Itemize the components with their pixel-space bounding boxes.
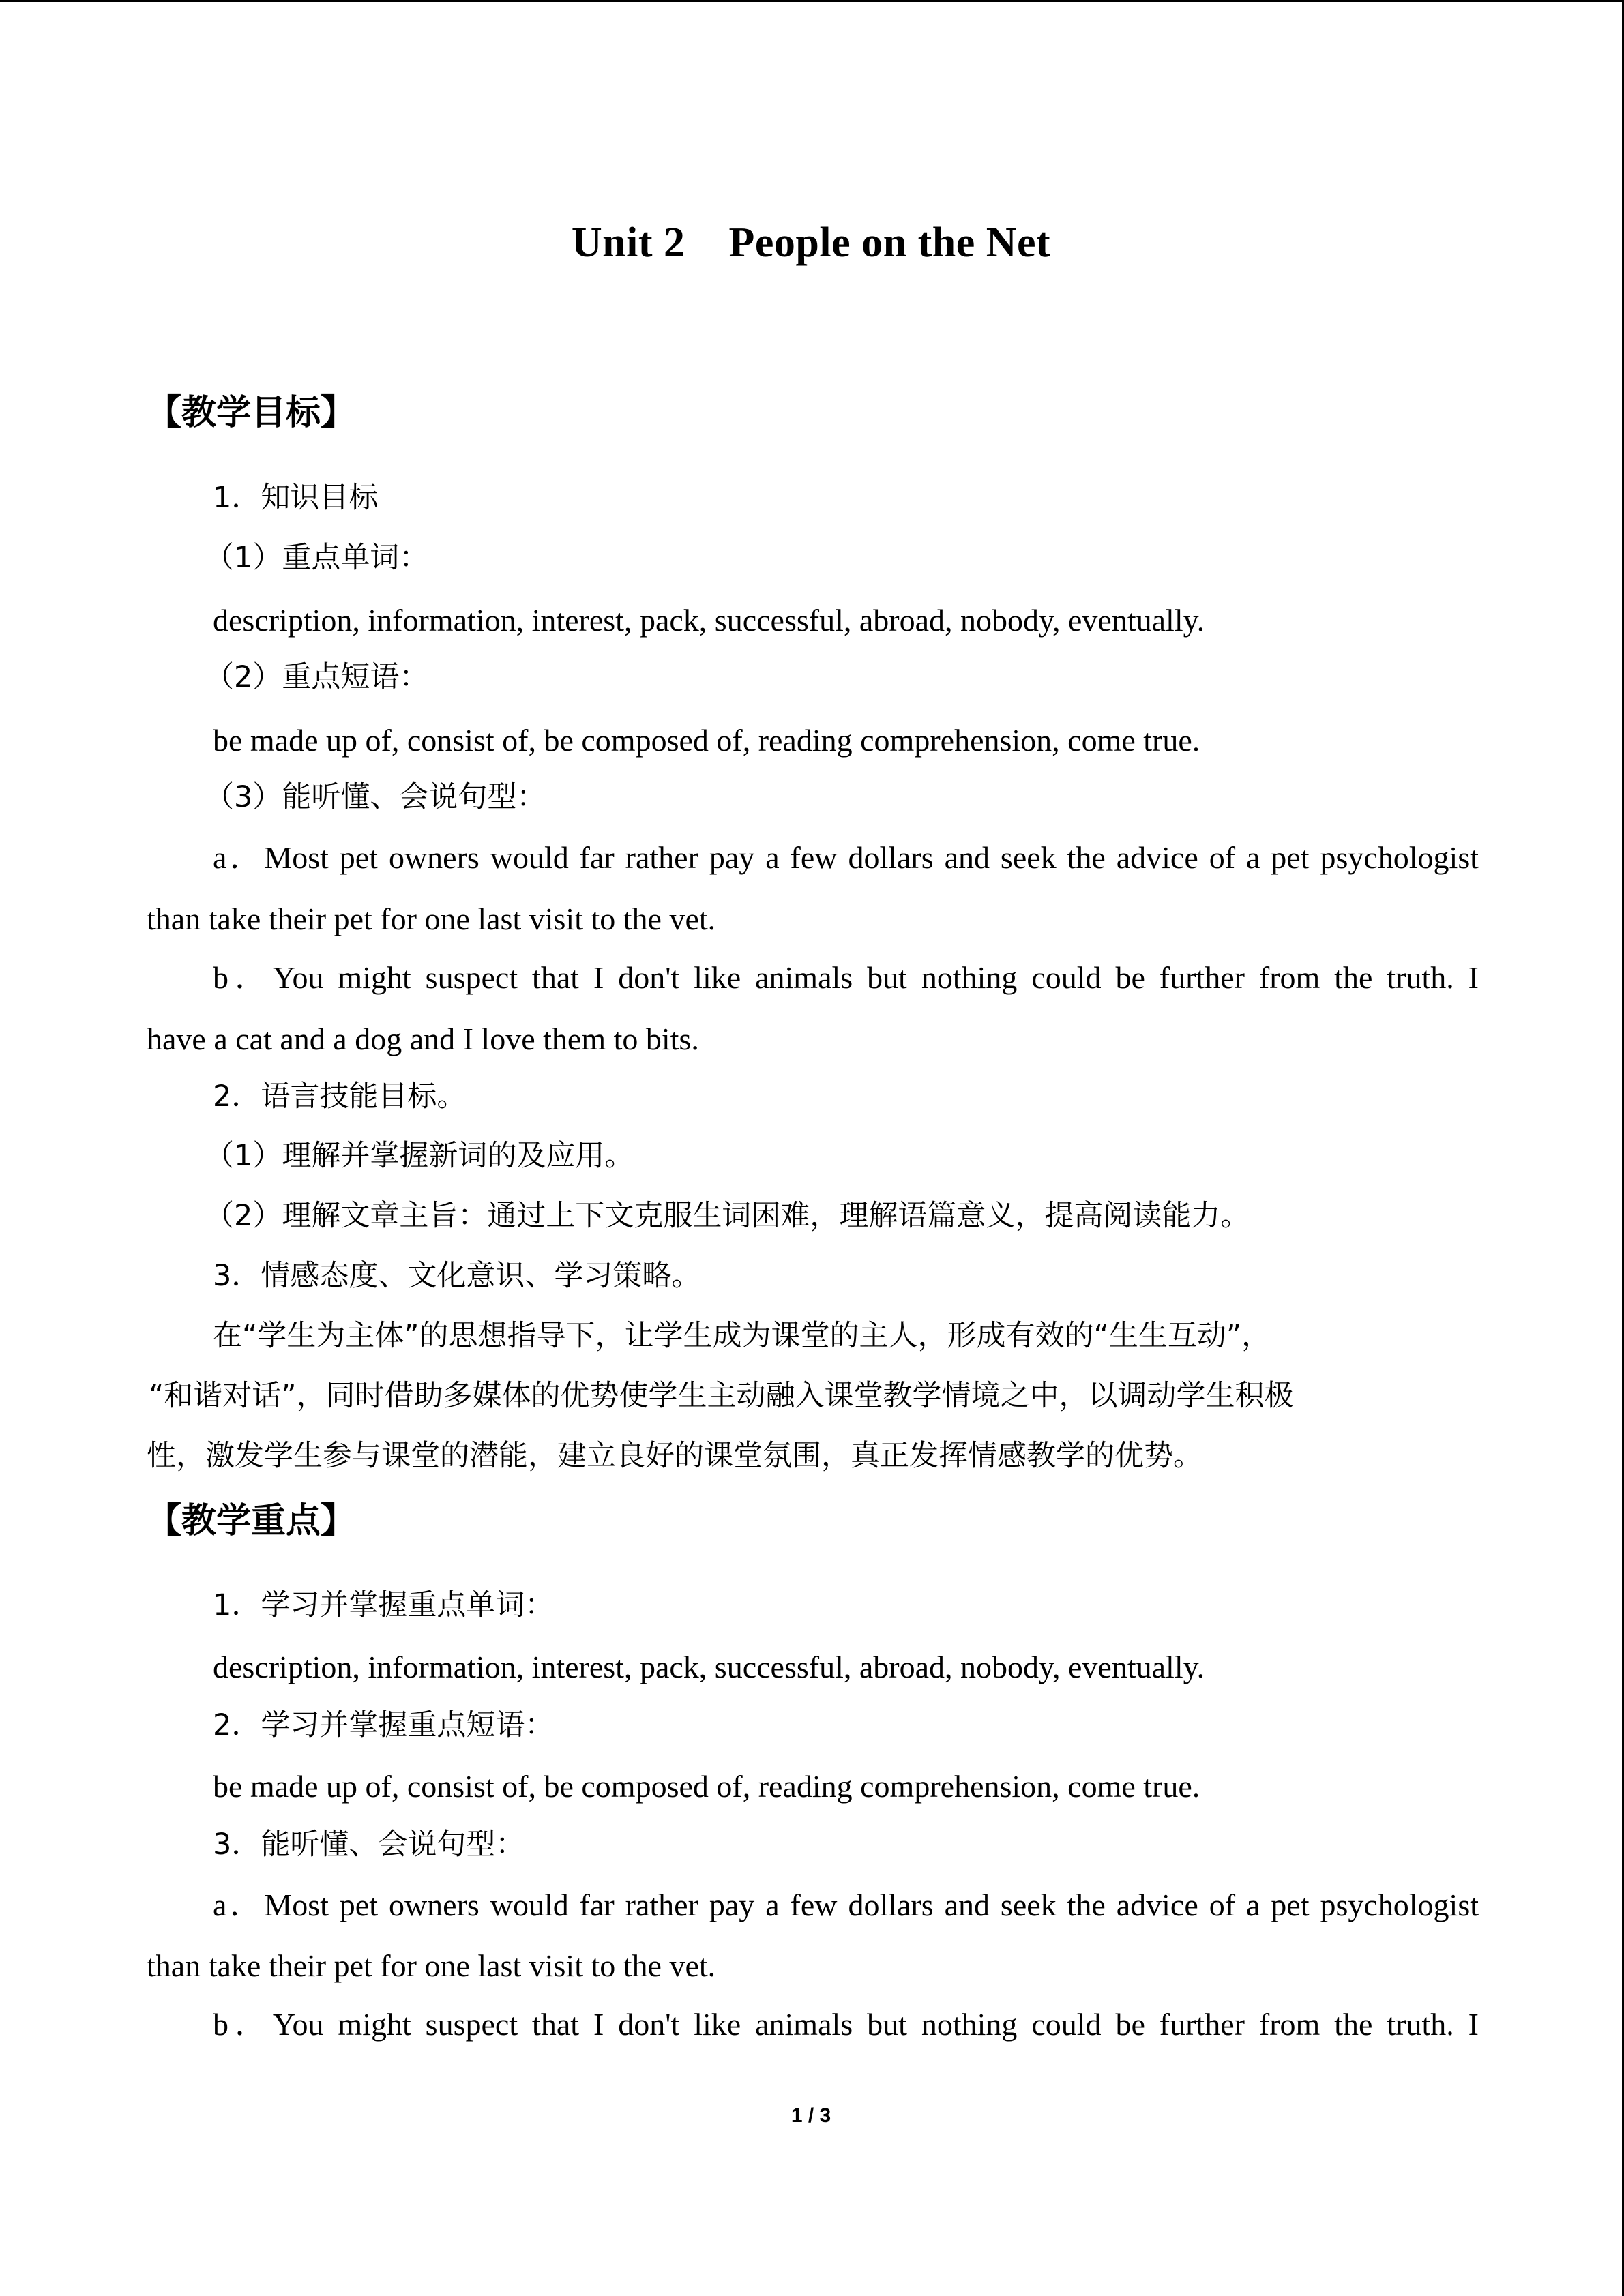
focus-item-key-words: 1．学习并掌握重点单词：: [213, 1588, 555, 1622]
focus-item-sentence-patterns: 3．能听懂、会说句型：: [213, 1828, 525, 1862]
focus-sentence-b-line-1: b．You might suspect that I don't like animals but nothing could be further from the truth. I: [213, 2007, 1479, 2042]
focus-key-words-list: description, information, interest, pack, successful, abroad, nobody, eventually.: [213, 1650, 1205, 1684]
key-words-list: description, information, interest, pack, successful, abroad, nobody, eventually.: [213, 603, 1205, 638]
focus-sentence-a-line-2: than take their pet for one last visit to the vet.: [147, 1948, 716, 1983]
sentence-b-line-1: b．You might suspect that I don't like animals but nothing could be further from the truth. I: [213, 960, 1479, 995]
objective-item-attitude: 3．情感态度、文化意识、学习策略。: [213, 1259, 701, 1293]
objective-sub-key-words: （1）重点单词：: [205, 541, 429, 575]
skill-item-2: （2）理解文章主旨：通过上下文克服生词困难，理解语篇意义，提高阅读能力。: [205, 1199, 1250, 1233]
focus-key-phrases-list: be made up of, consist of, be composed of, reading comprehension, come true.: [213, 1769, 1200, 1804]
sentence-a-line-2: than take their pet for one last visit to the vet.: [147, 901, 716, 936]
sentence-b-line-2: have a cat and a dog and I love them to bits.: [147, 1022, 699, 1056]
section-heading-teaching-objectives: 【教学目标】: [147, 393, 356, 433]
focus-sentence-a-line-1: a．Most pet owners would far rather pay a few dollars and seek the advice of a pet psychologist: [213, 1888, 1479, 1922]
attitude-paragraph-line-3: 性，激发学生参与课堂的潜能，建立良好的课堂氛围，真正发挥情感教学的优势。: [147, 1439, 1202, 1473]
objective-item-language-skills: 2．语言技能目标。: [213, 1079, 467, 1114]
objective-sub-sentence-patterns: （3）能听懂、会说句型：: [205, 780, 546, 814]
document-title: Unit 2 People on the Net: [571, 220, 1051, 266]
section-heading-teaching-focus: 【教学重点】: [147, 1501, 356, 1541]
objective-item-knowledge: 1．知识目标: [213, 481, 379, 515]
objective-sub-key-phrases: （2）重点短语：: [205, 660, 429, 694]
page-number: 1 / 3: [791, 2104, 831, 2127]
attitude-paragraph-line-2: “和谐对话”，同时借助多媒体的优势使学生主动融入课堂教学情境之中，以调动学生积极: [149, 1379, 1294, 1413]
attitude-paragraph-line-1: 在“学生为主体”的思想指导下，让学生成为课堂的主人，形成有效的“生生互动”，: [213, 1319, 1271, 1353]
sentence-a-line-1: a．Most pet owners would far rather pay a few dollars and seek the advice of a pet psychologist: [213, 840, 1479, 875]
skill-item-1: （1）理解并掌握新词的及应用。: [205, 1139, 634, 1173]
key-phrases-list: be made up of, consist of, be composed of, reading comprehension, come true.: [213, 723, 1200, 758]
focus-item-key-phrases: 2．学习并掌握重点短语：: [213, 1708, 555, 1742]
